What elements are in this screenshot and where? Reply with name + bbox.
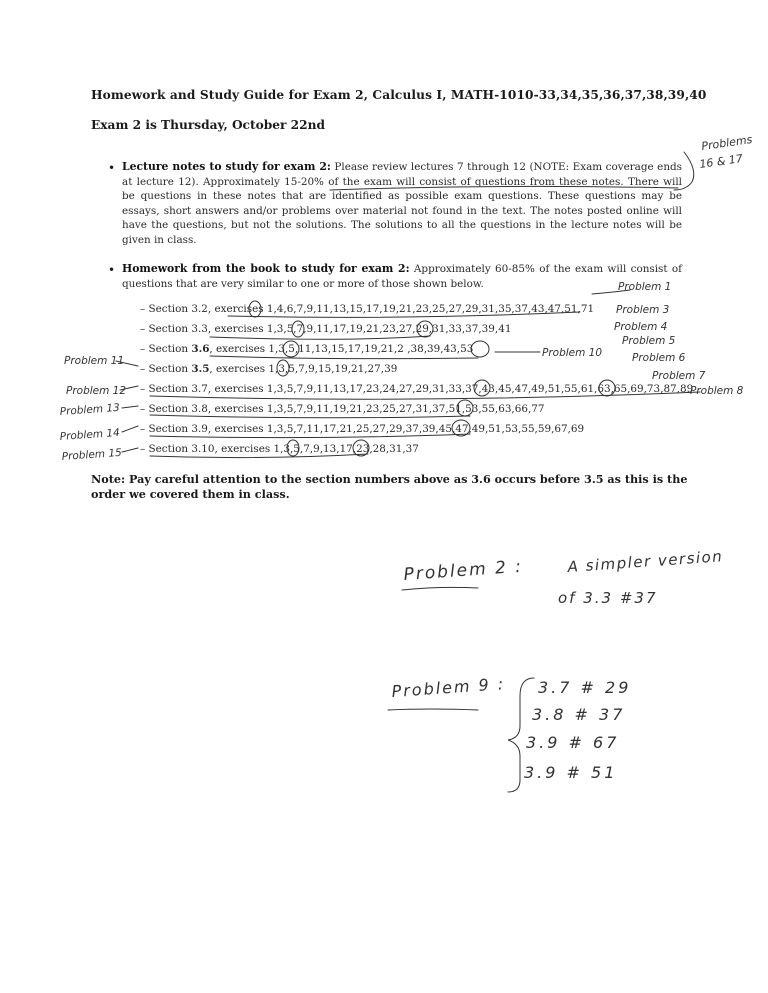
hw-label-problem-10: Problem 10 xyxy=(542,347,603,359)
section-item: – Section 3.7, exercises 1,3,5,7,9,11,13,17,23,24,27,29,31,33,37,43,45,47,49,51,55,61,63,65,69,73,87,89 xyxy=(140,383,694,395)
hw-label-problem-13: Problem 13 xyxy=(59,401,121,418)
homework-body: Approximately 60-85% of the exam will consist of questions that are very similar to one or more of those shown below. xyxy=(122,263,683,290)
homework-heading: Homework from the book to study for exam 2: xyxy=(122,262,410,275)
section-item: – Section 3.10, exercises 1,3,5,7,9,13,17,23,28,31,37 xyxy=(140,443,419,455)
hw-problem-2-label: Problem 2 : xyxy=(402,556,524,585)
pointer-line xyxy=(122,426,138,432)
underline xyxy=(402,587,478,590)
pointer-line xyxy=(122,406,138,408)
pointer-line xyxy=(116,361,138,366)
section-item: – Section 3.5, exercises 1,3,5,7,9,15,19,21,27,39 xyxy=(140,363,398,375)
section-item: – Section 3.2, exercises 1,4,6,7,9,11,13,15,17,19,21,23,25,27,29,31,35,37,43,47,51,71 xyxy=(140,303,595,315)
section-item: – Section 3.9, exercises 1,3,5,7,11,17,21,25,27,29,37,39,45,47,49,51,53,55,59,67,69 xyxy=(140,423,585,435)
underline xyxy=(210,336,430,339)
hw-label-problem-12: Problem 12 xyxy=(66,385,127,397)
page-title: Homework and Study Guide for Exam 2, Calculus I, MATH-1010-33,34,35,36,37,38,39,40 xyxy=(91,88,707,102)
hw-problem-9-label: Problem 9 : xyxy=(390,674,506,701)
hw-label-problem-6: Problem 6 xyxy=(632,352,686,364)
homework-paragraph xyxy=(122,262,682,291)
underline xyxy=(388,709,478,710)
hw-label-problem-15: Problem 15 xyxy=(61,446,123,463)
pointer-line xyxy=(120,386,138,390)
hw-problem-2-text2: of 3.3 #37 xyxy=(558,589,658,607)
underline xyxy=(210,356,478,359)
bullet-icon: • xyxy=(108,161,116,175)
hw-problem-9-item: 3.9 # 67 xyxy=(526,733,620,752)
section-item: – Section 3.6, exercises 1,3,5,11,13,15,17,19,21,2 ,38,39,43,53 xyxy=(140,343,474,355)
hw-problem-2-text1: A simpler version xyxy=(567,547,724,576)
pointer-line xyxy=(122,448,138,452)
section-item: – Section 3.3, exercises 1,3,5,7,9,11,17,19,21,23,27,29,31,33,37,39,41 xyxy=(140,323,512,335)
hw-label-problem-8: Problem 8 xyxy=(690,385,744,397)
hw-label-problem-5: Problem 5 xyxy=(622,335,676,347)
underline xyxy=(150,415,470,418)
hw-label-problem-4: Problem 4 xyxy=(614,321,668,333)
hw-problem-9-item: 3.7 # 29 xyxy=(538,678,632,697)
circle-mark xyxy=(471,341,489,357)
hw-label-problem-14: Problem 14 xyxy=(59,426,121,443)
section-item: – Section 3.8, exercises 1,3,5,7,9,11,19,21,23,25,27,31,37,51,53,55,63,66,77 xyxy=(140,403,545,415)
hw-label-problem-3: Problem 3 xyxy=(616,304,670,316)
hw-label-problem-11: Problem 11 xyxy=(64,355,125,367)
bullet-icon: • xyxy=(108,263,116,277)
hw-label-problem-7: Problem 7 xyxy=(652,370,706,382)
hw-problems-label: Problems xyxy=(700,132,754,153)
hw-problem-9-item: 3.9 # 51 xyxy=(524,763,618,782)
lecture-notes-paragraph xyxy=(122,160,682,248)
exam-date: Exam 2 is Thursday, October 22nd xyxy=(91,118,326,132)
hw-problems-range: 16 & 17 xyxy=(698,152,744,171)
hw-label-problem-1: Problem 1 xyxy=(618,281,672,293)
lecture-notes-heading: Lecture notes to study for exam 2: xyxy=(122,160,331,173)
lecture-notes-body: Please review lectures 7 through 12 (NOTE: Exam coverage ends at lecture 12). Approximately 15-20% of the exam will consist of questions from these notes. There will be questions in these notes that are identified as possible exam questions. These questions may be essays, short answers and/or problems over material not found in the text. The notes posted online will have the questions, but not the solutions. The solutions to all the questions in the lecture notes will be given in class. xyxy=(122,161,683,246)
hw-problem-9-item: 3.8 # 37 xyxy=(532,705,626,724)
note-paragraph: Note: Pay careful attention to the section numbers above as 3.6 occurs before 3.5 as this is the order we covered them in class. xyxy=(91,472,688,501)
brace-mark xyxy=(508,678,534,792)
